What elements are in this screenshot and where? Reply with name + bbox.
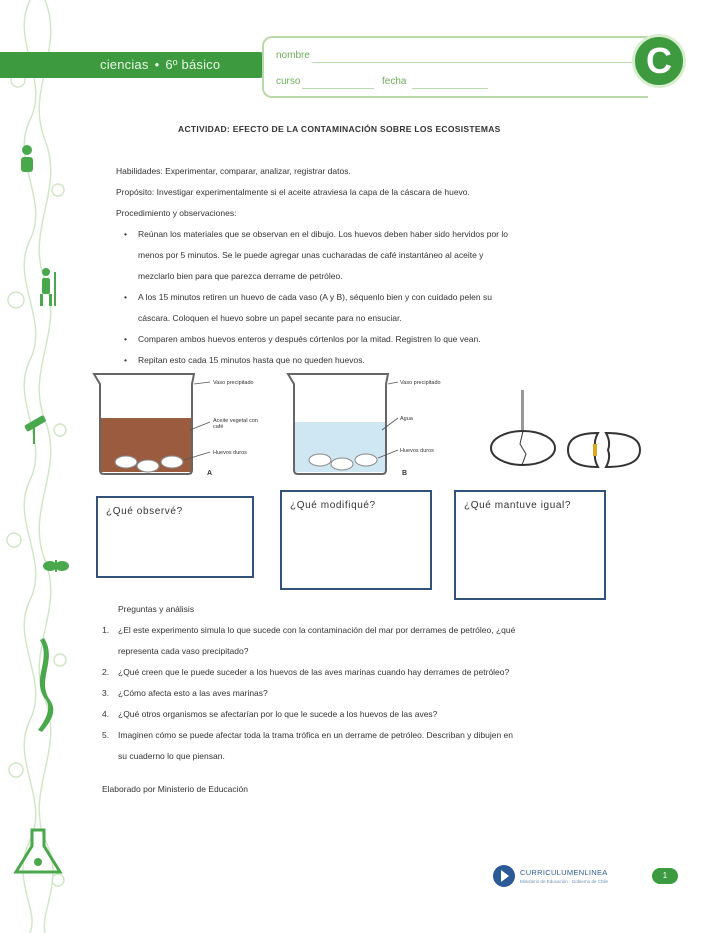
name-line[interactable] (312, 62, 632, 63)
question-number-2: 2. (102, 667, 110, 677)
date-label: fecha (382, 76, 407, 87)
question-number-1: 1. (102, 625, 110, 635)
beaker-b-letter: B (402, 470, 408, 477)
subject-label: ciencias • 6º básico (100, 57, 221, 72)
subject-name: ciencias (100, 57, 149, 72)
answer-box-modified[interactable] (280, 490, 432, 590)
question-1-line-2: representa cada vaso precipitado? (118, 646, 249, 656)
procedure-item-2-line-1: • A los 15 minutos retiren un huevo de cada vaso (A y B), séquenlo bien y con cuidado pelen su (138, 292, 492, 302)
beaker-a-label-mid: Aceite vegetal con café (213, 418, 258, 430)
question-number-4: 4. (102, 709, 110, 719)
credit-text: Elaborado por Ministerio de Educación (102, 784, 249, 794)
answer-box-modified-label: ¿Qué modifiqué? (290, 500, 376, 511)
beaker-a-icon (94, 374, 210, 474)
egg-halves-icon (568, 433, 640, 467)
footer-brand-sub: Ministerio de Educación · Gobierno de Chile (520, 879, 609, 884)
procedure-item-1-line-1: • Reúnan los materiales que se observan en el dibujo. Los huevos deben haber sido hervidos por lo (138, 229, 508, 239)
beaker-a-label-top: Vaso precipitado (213, 380, 254, 386)
question-4: ¿Qué otros organismos se afectarían por lo que le sucede a los huevos de las aves? (118, 709, 438, 719)
beaker-b-icon (288, 374, 398, 474)
experiment-illustration (90, 370, 650, 482)
course-label: curso (276, 76, 301, 87)
egg-cut-icon (491, 390, 555, 465)
procedure-heading: Procedimiento y observaciones: (116, 208, 237, 218)
activity-title: ACTIVIDAD: EFECTO DE LA CONTAMINACIÓN SOBRE LOS ECOSISTEMAS (178, 124, 501, 134)
question-number-5: 5. (102, 730, 110, 740)
beaker-b-label-bottom: Huevos duros (400, 448, 434, 454)
procedure-item-1-line-3: mezclarlo bien para que parezca derrame de petróleo. (138, 271, 343, 281)
section-badge: C (632, 34, 686, 88)
procedure-item-1-line-2: menos por 5 minutos. Se le puede agregar unas cucharadas de café instantáneo al aceite y (138, 250, 484, 260)
page-number: 1 (652, 868, 678, 884)
date-line[interactable] (412, 88, 488, 89)
question-number-3: 3. (102, 688, 110, 698)
explorer-icon (40, 268, 56, 306)
question-2: ¿Qué creen que le puede suceder a los huevos de las aves marinas cuando hay derrames de petróleo? (118, 667, 510, 677)
question-1-line-1: ¿El este experimento simula lo que sucede con la contaminación del mar por derrames de petróleo, ¿qué (118, 625, 516, 635)
butterfly-icon (43, 560, 69, 572)
purpose-text: Propósito: Investigar experimentalmente si el aceite atraviesa la capa de la cáscara de huevo. (116, 187, 470, 197)
question-3: ¿Cómo afecta esto a las aves marinas? (118, 688, 268, 698)
beaker-b-label-top: Vaso precipitado (400, 380, 441, 386)
telescope-icon (24, 415, 47, 444)
procedure-item-2-line-2: cáscara. Coloquen el huevo sobre un papel secante para no ensuciar. (138, 313, 402, 323)
footer-brand[interactable]: CURRICULUMENLINEA (520, 868, 608, 877)
questions-heading: Preguntas y análisis (118, 604, 195, 614)
answer-box-kept-same-label: ¿Qué mantuve igual? (464, 500, 572, 511)
decorative-vine-border (0, 0, 80, 933)
beaker-b-label-mid: Agua (400, 416, 413, 422)
grade-name: 6º básico (165, 57, 221, 72)
child-icon (21, 145, 33, 172)
curriculum-logo-icon (492, 864, 516, 888)
procedure-item-3: • Comparen ambos huevos enteros y después córtenlos por la mitad. Registren lo que vean. (138, 334, 481, 344)
name-label: nombre (276, 50, 310, 61)
answer-box-kept-same[interactable] (454, 490, 606, 600)
answer-box-observed[interactable] (96, 496, 254, 578)
procedure-item-4: • Repitan esto cada 15 minutos hasta que no queden huevos. (138, 355, 365, 365)
question-5-line-1: Imaginen cómo se puede afectar toda la trama trófica en un derrame de petróleo. Describan y dibujen en (118, 730, 514, 740)
beaker-a-letter: A (207, 470, 213, 477)
skills-text: Habilidades: Experimentar, comparar, analizar, registrar datos. (116, 166, 351, 176)
course-line[interactable] (302, 88, 374, 89)
question-5-line-2: su cuaderno lo que piensan. (118, 751, 225, 761)
answer-box-observed-label: ¿Qué observé? (106, 506, 183, 517)
beaker-a-label-bottom: Huevos duros (213, 450, 247, 456)
